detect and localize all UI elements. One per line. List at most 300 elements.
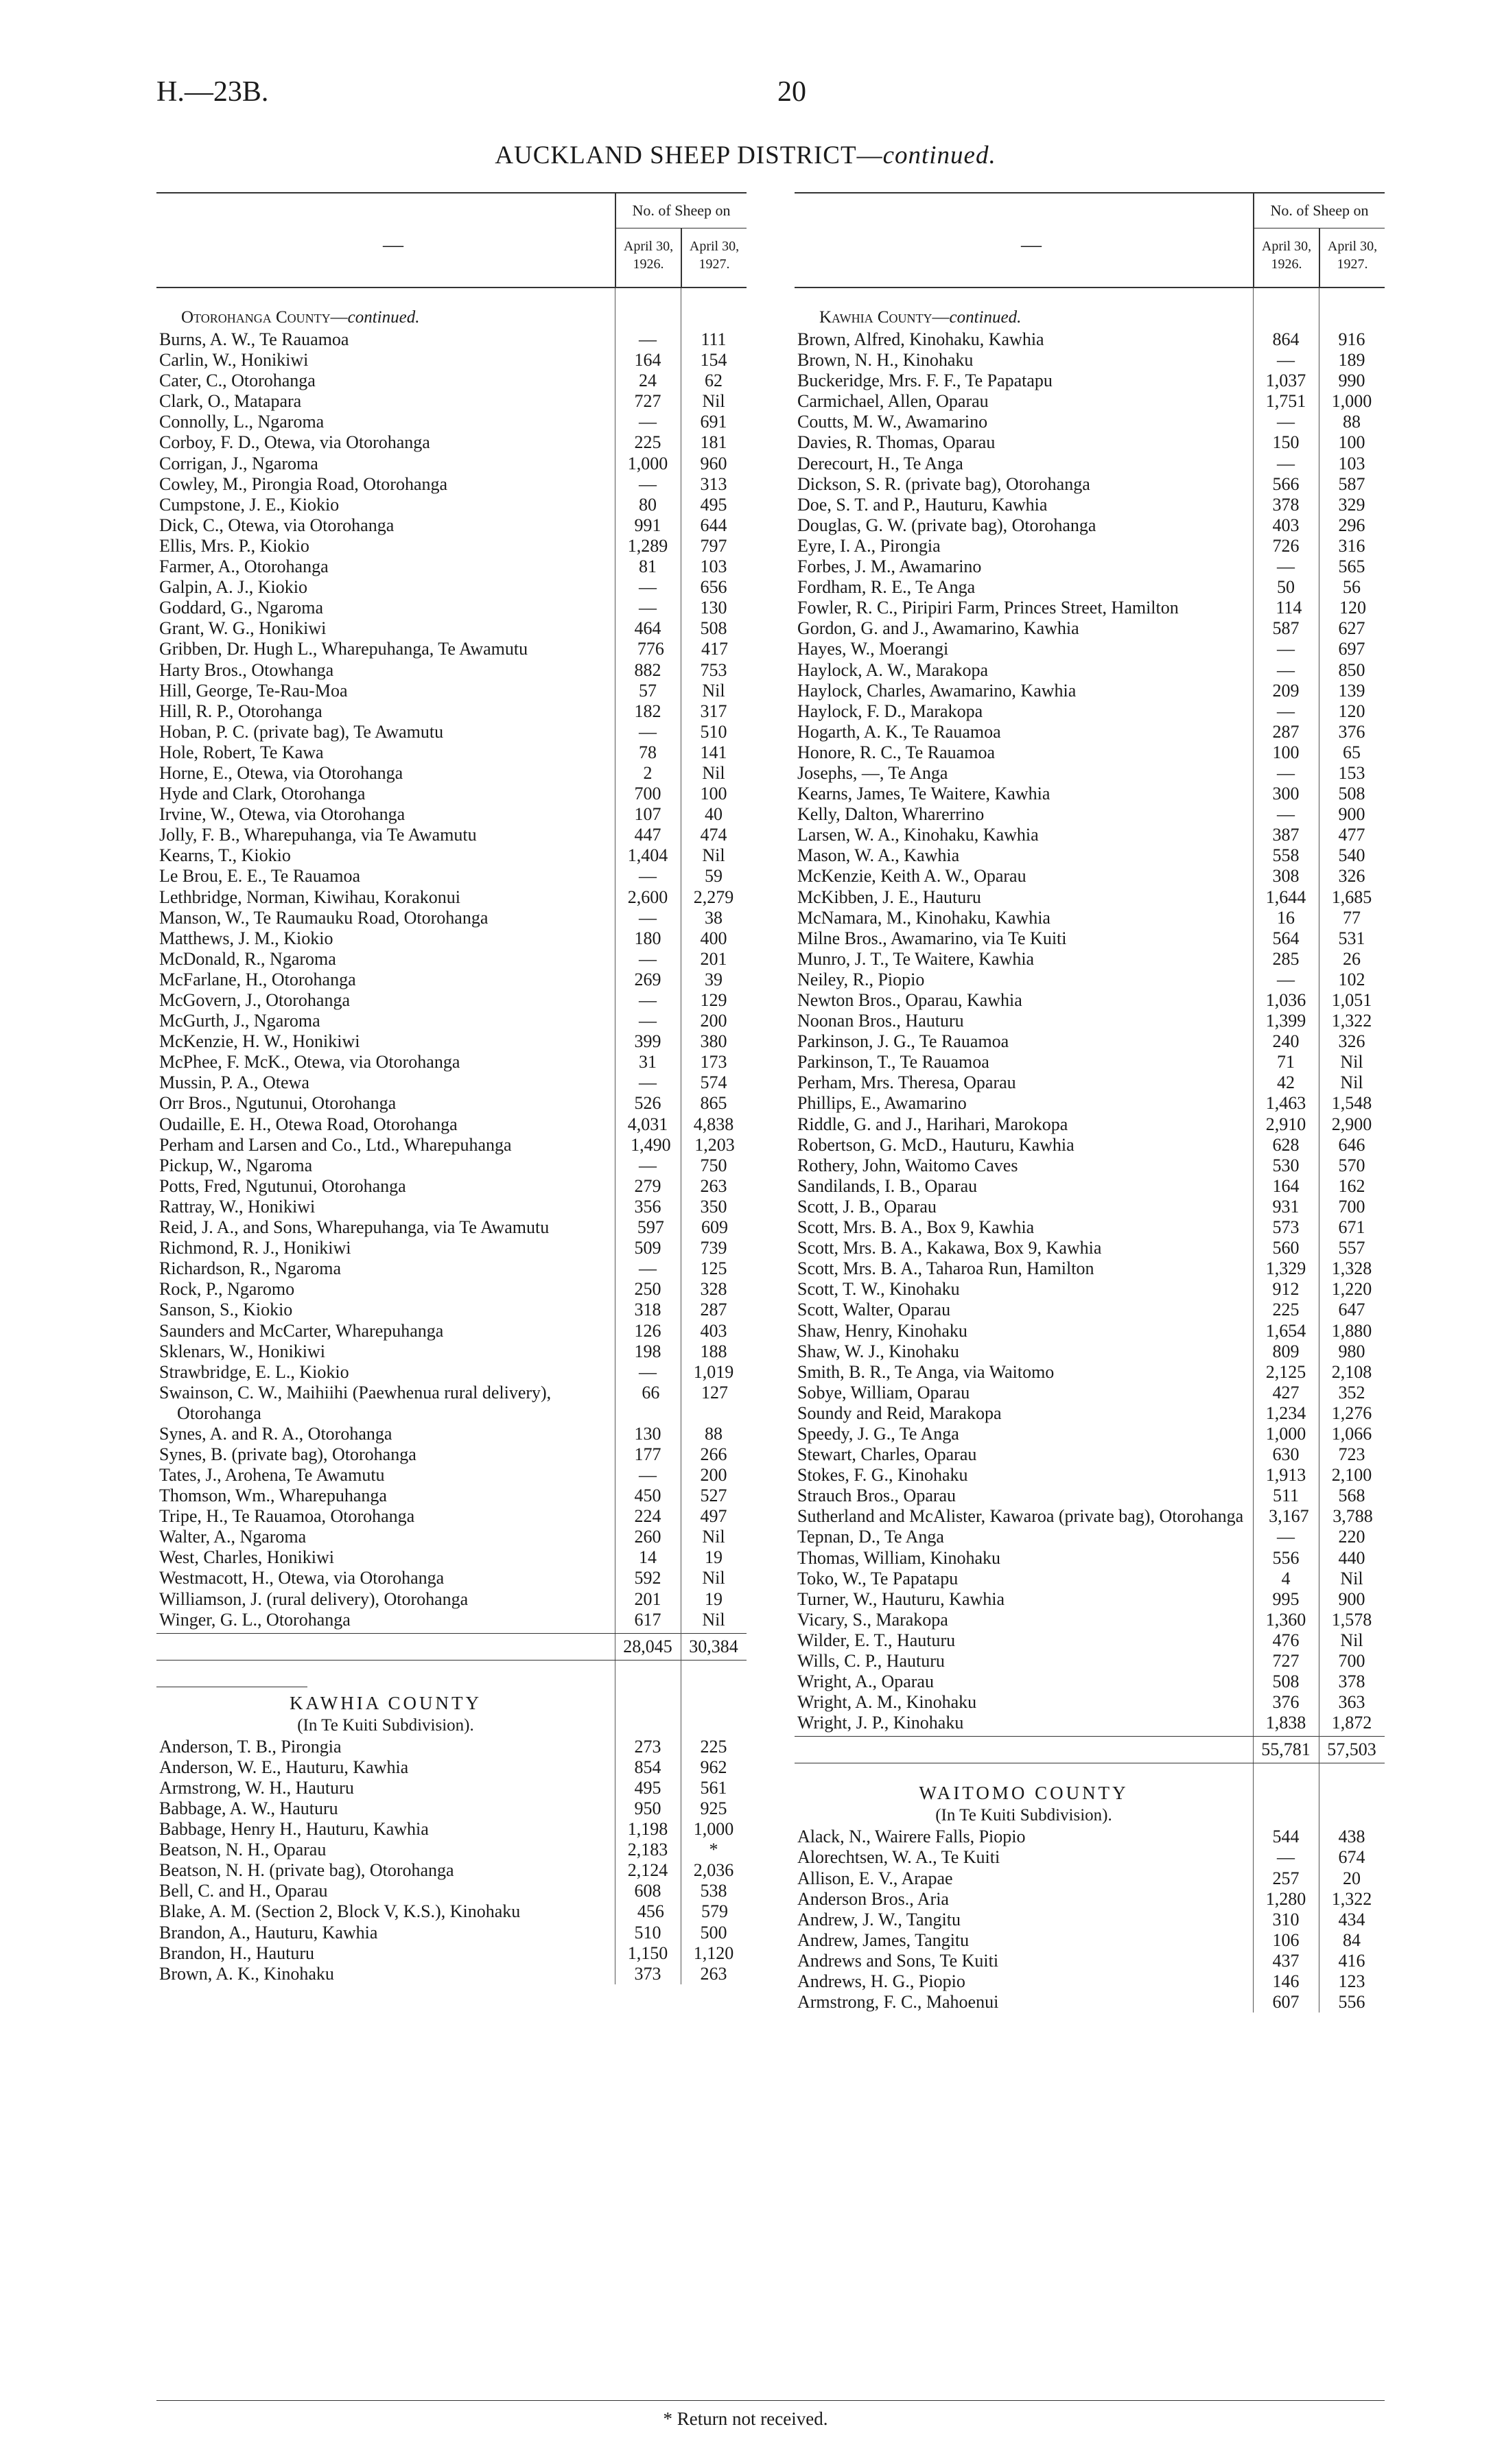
sheep-1927: 508 (1338, 784, 1365, 804)
table-row (795, 1630, 1385, 1651)
table-row (156, 1840, 747, 1860)
sheep-1927: 120 (1339, 598, 1366, 618)
sheep-1927: 1,322 (1331, 1011, 1372, 1031)
sheep-1926: 378 (1272, 494, 1300, 515)
sheep-1926: 31 (639, 1052, 657, 1072)
section-otorohanga-county: Otorohanga County—continued. (181, 308, 420, 327)
table-row (795, 681, 1385, 701)
owner-name: Corrigan, J., Ngaroma (159, 453, 318, 473)
owner-name: Beatson, N. H., Oparau (159, 1840, 327, 1860)
sheep-1926: 2,600 (627, 887, 668, 907)
owner-name: Kearns, James, Te Waitere, Kawhia (797, 784, 1050, 804)
sheep-1927: 1,220 (1331, 1279, 1372, 1300)
owner-name: McKenzie, Keith A. W., Oparau (797, 866, 1026, 887)
table-row (156, 556, 747, 577)
owner-name: Kearns, T., Kiokio (159, 845, 291, 866)
sheep-1926: 1,838 (1265, 1713, 1306, 1733)
sheep-1926: 1,000 (627, 453, 668, 473)
owner-name: Thomas, William, Kinohaku (797, 1547, 1000, 1568)
sheep-1927: 925 (700, 1798, 727, 1818)
sheep-1926: — (1277, 1527, 1295, 1547)
table-row (156, 1011, 747, 1031)
table-row (156, 1072, 747, 1093)
table-row (795, 1671, 1385, 1692)
sheep-1927: 84 (1343, 1929, 1361, 1950)
owner-name: Synes, B. (private bag), Otorohanga (159, 1444, 416, 1464)
sheep-1927: 329 (1338, 494, 1365, 515)
sheep-1927: 2,036 (693, 1860, 734, 1881)
sheep-1927: 434 (1338, 1909, 1365, 1929)
sheep-1927: 2,900 (1331, 1114, 1372, 1134)
sheep-1927: 20 (1343, 1868, 1361, 1888)
sheep-1926: — (1277, 701, 1295, 721)
sheep-1927: 88 (1343, 412, 1361, 432)
sheep-1926: — (639, 1072, 657, 1093)
sheep-1926: 558 (1272, 845, 1300, 866)
sheep-1927: 4,838 (693, 1114, 734, 1134)
table-row (156, 722, 747, 742)
owner-name: Wilder, E. T., Hauturu (797, 1630, 956, 1650)
table-row (156, 474, 747, 495)
table-row (795, 722, 1385, 742)
table-row (795, 949, 1385, 970)
owner-name: Buckeridge, Mrs. F. F., Te Papatapu (797, 371, 1053, 391)
sheep-1926: — (639, 1464, 657, 1485)
sheep-1927: 403 (700, 1320, 727, 1341)
owner-name: Shaw, W. J., Kinohaku (797, 1341, 959, 1361)
sheep-1926: — (1277, 659, 1295, 680)
sheep-1927: 189 (1338, 350, 1365, 371)
sheep-1927: 266 (700, 1444, 727, 1464)
table-row (795, 1569, 1385, 1589)
table-row (156, 391, 747, 412)
owner-name: Babbage, A. W., Hauturu (159, 1798, 338, 1818)
table-row (795, 1910, 1385, 1930)
table-row (795, 1052, 1385, 1072)
owner-name: Gordon, G. and J., Awamarino, Kawhia (797, 618, 1079, 639)
owner-name: McPhee, F. McK., Otewa, via Otorohanga (159, 1052, 460, 1072)
sheep-1927: 980 (1338, 1341, 1365, 1361)
sheep-1926: 592 (634, 1568, 661, 1588)
sheep-1926: 50 (1277, 577, 1295, 598)
sheep-1926: 1,490 (631, 1134, 671, 1155)
sheep-1926: 456 (637, 1901, 664, 1922)
sheep-1926: 566 (1272, 473, 1300, 494)
sheep-1926: 1,329 (1265, 1258, 1306, 1279)
table-row (795, 1847, 1385, 1868)
owner-name: Alorechtsen, W. A., Te Kuiti (797, 1847, 1000, 1868)
sheep-1927: * (709, 1840, 718, 1860)
table-row (156, 1568, 747, 1588)
sheep-1927: 1,000 (693, 1819, 734, 1840)
table-row (795, 598, 1385, 618)
sheep-1927: 26 (1343, 948, 1361, 969)
sheep-1927: 188 (700, 1341, 727, 1361)
sheep-1927: 200 (700, 1464, 727, 1485)
sheep-1926: 16 (1277, 907, 1295, 928)
sheep-1927: 376 (1338, 721, 1365, 742)
table-row (156, 1155, 747, 1176)
owner-name: Swainson, C. W., Maihiihi (Paewhenua rural delivery), Otorohanga (159, 1382, 552, 1423)
owner-name: Gribben, Dr. Hugh L., Wharepuhanga, Te Awamutu (159, 639, 528, 659)
sheep-1926: 776 (637, 639, 664, 659)
owner-name: Brandon, A., Hauturu, Kawhia (159, 1922, 378, 1943)
total-1926: 55,781 (1261, 1739, 1311, 1760)
table-row (156, 432, 747, 453)
owner-name: Soundy and Reid, Marakopa (797, 1403, 1002, 1423)
owner-name: Winger, G. L., Otorohanga (159, 1609, 351, 1630)
sheep-1927: 1,019 (693, 1361, 734, 1382)
sheep-1927: 1,120 (693, 1943, 734, 1963)
sheep-1926: 1,913 (1265, 1465, 1306, 1486)
sheep-1927: 540 (1338, 845, 1365, 866)
table-row (795, 1155, 1385, 1176)
owner-name: Andrew, James, Tangitu (797, 1929, 970, 1950)
sheep-1926: 240 (1272, 1031, 1300, 1052)
table-row (156, 1197, 747, 1217)
sheep-1927: 556 (1338, 1992, 1365, 2013)
owner-name: Vicary, S., Marakopa (797, 1609, 948, 1630)
sheep-1926: 130 (634, 1423, 661, 1444)
sheep-1926: 201 (634, 1588, 661, 1609)
table-row (795, 1651, 1385, 1671)
sheep-1927: 527 (700, 1486, 727, 1506)
sheep-1927: 326 (1338, 1031, 1365, 1052)
owner-name: Noonan Bros., Hauturu (797, 1011, 964, 1031)
owner-name: Brown, Alfred, Kinohaku, Kawhia (797, 329, 1044, 349)
sheep-1926: 81 (639, 556, 657, 577)
table-row (156, 1527, 747, 1547)
table-row (156, 536, 747, 556)
sheep-1926: 464 (634, 618, 661, 639)
table-row (156, 1176, 747, 1197)
table-row (156, 701, 747, 722)
sheep-1927: 508 (700, 618, 727, 639)
owner-name: Honore, R. C., Te Rauamoa (797, 742, 995, 762)
owner-name: Synes, A. and R. A., Otorohanga (159, 1423, 392, 1444)
owner-name: Andrews, H. G., Piopio (797, 1971, 965, 1992)
table-row (156, 454, 747, 474)
sheep-1927: 19 (705, 1588, 723, 1609)
sheep-1926: 912 (1272, 1279, 1300, 1300)
sheep-1927: 326 (1338, 866, 1365, 887)
table-row (795, 845, 1385, 866)
owner-name: Parkinson, J. G., Te Rauamoa (797, 1031, 1009, 1052)
table-row (156, 1258, 747, 1279)
table-row (795, 1548, 1385, 1569)
sheep-1926: 530 (1272, 1155, 1300, 1175)
owner-name: Babbage, Henry H., Hauturu, Kawhia (159, 1819, 429, 1840)
sheep-1926: — (639, 948, 657, 969)
owner-name: Corboy, F. D., Otewa, via Otorohanga (159, 432, 430, 453)
sheep-1926: 1,037 (1265, 371, 1306, 391)
owner-name: Anderson, W. E., Hauturu, Kawhia (159, 1757, 409, 1777)
owner-name: Saunders and McCarter, Wharepuhanga (159, 1320, 444, 1341)
sheep-1927: 531 (1338, 928, 1365, 948)
total-1927: 30,384 (689, 1636, 738, 1656)
header-dash: — (383, 233, 403, 256)
sheep-1926: 224 (634, 1506, 661, 1527)
sheep-1927: 1,322 (1331, 1888, 1372, 1909)
sheep-1927: Nil (1340, 1630, 1363, 1650)
owner-name: Allison, E. V., Arapae (797, 1868, 953, 1888)
header-col-1927: April 30, 1927. (1319, 228, 1385, 287)
left-table (156, 192, 747, 1984)
sheep-1926: 1,644 (1265, 887, 1306, 907)
owner-name: Fowler, R. C., Piripiri Farm, Princes Street, Hamilton (797, 598, 1179, 618)
owner-name: Scott, J. B., Oparau (797, 1196, 937, 1217)
table-row (795, 1031, 1385, 1052)
sheep-1926: 1,234 (1265, 1403, 1306, 1423)
table-row (795, 515, 1385, 536)
sheep-1926: 4 (1281, 1568, 1291, 1588)
owner-name: Armstrong, F. C., Mahoenui (797, 1992, 999, 2013)
sheep-1927: 477 (1338, 825, 1365, 845)
owner-name: Perham and Larsen and Co., Ltd., Wharepuhanga (159, 1134, 512, 1155)
header-col-1926: April 30, 1926. (615, 228, 681, 287)
owner-name: McDonald, R., Ngaroma (159, 948, 336, 969)
sheep-1927: Nil (702, 762, 725, 783)
sheep-1927: 440 (1338, 1547, 1365, 1568)
sheep-1927: 1,880 (1331, 1320, 1372, 1341)
sheep-1927: 103 (700, 556, 727, 577)
table-row (156, 618, 747, 639)
owner-name: Davies, R. Thomas, Oparau (797, 432, 996, 453)
sheep-1926: 854 (634, 1757, 661, 1777)
sheep-1926: 476 (1272, 1630, 1300, 1650)
sheep-1926: — (1277, 556, 1295, 577)
sheep-1926: 607 (1272, 1992, 1300, 2013)
sheep-1926: 57 (639, 680, 657, 701)
owner-name: Cumpstone, J. E., Kiokio (159, 494, 340, 515)
table-row (795, 1868, 1385, 1889)
sheep-1927: Nil (702, 391, 725, 412)
table-row (156, 825, 747, 845)
owner-name: Hogarth, A. K., Te Rauamoa (797, 721, 1001, 742)
sheep-1926: 80 (639, 494, 657, 515)
table-row (795, 1176, 1385, 1197)
sheep-1927: 900 (1338, 1588, 1365, 1609)
table-row (795, 1486, 1385, 1506)
owner-name: Matthews, J. M., Kiokio (159, 928, 333, 948)
table-row (795, 1465, 1385, 1486)
table-row (156, 1778, 747, 1798)
sheep-1926: 1,463 (1265, 1093, 1306, 1114)
sheep-1927: 587 (1338, 473, 1365, 494)
sheep-1927: 900 (1338, 804, 1365, 825)
sheep-1926: 573 (1272, 1217, 1300, 1238)
owner-name: Le Brou, E. E., Te Rauamoa (159, 866, 361, 887)
table-row (156, 1757, 747, 1778)
kawhia-total (795, 1736, 1385, 1763)
total-1927: 57,503 (1327, 1739, 1376, 1760)
sheep-1926: 257 (1272, 1868, 1300, 1888)
sheep-1927: 565 (1338, 556, 1365, 577)
sheep-1926: 269 (634, 969, 661, 989)
sheep-1927: 263 (700, 1963, 727, 1984)
owner-name: Sklenars, W., Honikiwi (159, 1341, 325, 1361)
table-row (156, 1362, 747, 1383)
sheep-1926: 726 (1272, 535, 1300, 556)
sheep-1927: 960 (700, 453, 727, 473)
right-table-header (795, 192, 1385, 288)
table-row (795, 1930, 1385, 1951)
table-row (156, 1217, 747, 1238)
table-row (156, 1238, 747, 1258)
sheep-1927: Nil (702, 680, 725, 701)
table-row (156, 804, 747, 825)
sheep-1926: — (639, 1361, 657, 1382)
sheep-1927: 316 (1338, 535, 1365, 556)
table-row (156, 598, 747, 618)
sheep-1927: 162 (1338, 1175, 1365, 1196)
sheep-1926: 560 (1272, 1238, 1300, 1258)
sheep-1927: 416 (1338, 1950, 1365, 1971)
table-row (795, 1197, 1385, 1217)
table-row (156, 681, 747, 701)
right-table-body (795, 288, 1385, 2013)
owner-name: Clark, O., Matapara (159, 391, 302, 412)
right-table (795, 192, 1385, 2013)
owner-name: Rock, P., Ngaromo (159, 1279, 295, 1300)
owner-name: Scott, Mrs. B. A., Taharoa Run, Hamilton (797, 1258, 1094, 1279)
sheep-1926: 727 (634, 391, 661, 412)
sheep-1927: 225 (700, 1736, 727, 1757)
owner-name: Mussin, P. A., Otewa (159, 1072, 309, 1093)
kawhia-rows (795, 329, 1385, 1733)
table-row (795, 495, 1385, 515)
sheep-1927: 1,276 (1331, 1403, 1372, 1423)
table-row (795, 639, 1385, 659)
table-row (156, 1819, 747, 1840)
sheep-1926: 177 (634, 1444, 661, 1464)
sheep-1926: 437 (1272, 1950, 1300, 1971)
table-row (795, 742, 1385, 763)
sheep-1926: 2,125 (1265, 1361, 1306, 1382)
owner-name: Brandon, H., Hauturu (159, 1943, 315, 1963)
sheep-1927: 287 (700, 1300, 727, 1320)
sheep-1927: 1,066 (1331, 1423, 1372, 1444)
sheep-1927: 129 (700, 990, 727, 1010)
owner-name: Perham, Mrs. Theresa, Oparau (797, 1072, 1016, 1093)
table-row (156, 763, 747, 784)
owner-name: Wills, C. P., Hauturu (797, 1651, 945, 1671)
owner-name: Parkinson, T., Te Rauamoa (797, 1052, 989, 1072)
owner-name: Reid, J. A., and Sons, Wharepuhanga, via Te Awamutu (159, 1217, 550, 1238)
sheep-1926: 1,036 (1265, 990, 1306, 1010)
sheep-1926: 180 (634, 928, 661, 948)
sheep-1926: 24 (639, 371, 657, 391)
sheep-1926: 225 (1272, 1300, 1300, 1320)
table-row (156, 329, 747, 350)
owner-name: Haylock, A. W., Marakopa (797, 659, 989, 680)
owner-name: McGurth, J., Ngaroma (159, 1011, 320, 1031)
sheep-1926: 1,360 (1265, 1609, 1306, 1630)
sheep-1927: 39 (705, 969, 723, 989)
page-header (156, 69, 1450, 124)
sheep-1927: 568 (1338, 1486, 1365, 1506)
sheep-1926: — (639, 473, 657, 494)
sheep-1926: 373 (634, 1963, 661, 1984)
table-row (156, 1506, 747, 1527)
owner-name: Jolly, F. B., Wharepuhanga, via Te Awamutu (159, 825, 477, 845)
page-title (0, 141, 1491, 170)
sheep-1926: 1,654 (1265, 1320, 1306, 1341)
sheep-1927: 77 (1343, 907, 1361, 928)
sheep-1926: — (639, 412, 657, 432)
sheep-1926: 42 (1277, 1072, 1295, 1093)
owner-name: Douglas, G. W. (private bag), Otorohanga (797, 515, 1096, 535)
table-row (795, 1424, 1385, 1444)
sheep-1927: 65 (1343, 742, 1361, 762)
owner-name: Tates, J., Arohena, Te Awamutu (159, 1464, 385, 1485)
table-row (795, 536, 1385, 556)
sheep-1926: 107 (634, 804, 661, 825)
sheep-1926: 526 (634, 1093, 661, 1114)
sheep-1927: 723 (1338, 1444, 1365, 1465)
owner-name: Wright, J. P., Kinohaku (797, 1713, 964, 1733)
sheep-1927: 700 (1338, 1651, 1365, 1671)
sheep-1926: 66 (642, 1382, 660, 1403)
sheep-1926: 387 (1272, 825, 1300, 845)
table-row (795, 1971, 1385, 1992)
table-row (156, 1610, 747, 1630)
table-row (795, 866, 1385, 887)
sheep-1926: — (639, 866, 657, 887)
owner-name: Williamson, J. (rural delivery), Otorohanga (159, 1588, 469, 1609)
owner-name: Walter, A., Ngaroma (159, 1527, 307, 1547)
table-row (156, 1798, 747, 1819)
owner-name: Oudaille, E. H., Otewa Road, Otorohanga (159, 1114, 458, 1134)
sheep-1926: 100 (1272, 742, 1300, 762)
owner-name: Cowley, M., Pirongia Road, Otorohanga (159, 473, 448, 494)
table-row (156, 990, 747, 1011)
owner-name: McKenzie, H. W., Honikiwi (159, 1031, 360, 1052)
sheep-1927: 153 (1338, 762, 1365, 783)
table-row (795, 908, 1385, 928)
sheep-1927: 400 (700, 928, 727, 948)
owner-name: Munro, J. T., Te Waitere, Kawhia (797, 948, 1035, 969)
table-row (795, 1610, 1385, 1630)
table-row (795, 1383, 1385, 1403)
table-row (795, 350, 1385, 371)
sheep-1926: 1,198 (627, 1819, 668, 1840)
table-row (795, 928, 1385, 949)
owner-name: Wright, A., Oparau (797, 1671, 934, 1692)
left-table-body (156, 288, 747, 1984)
sheep-1927: Nil (702, 845, 725, 866)
sheep-1927: 674 (1338, 1847, 1365, 1868)
waitomo-rows (795, 1827, 1385, 2013)
sheep-1927: 644 (700, 515, 727, 535)
sheep-1926: 279 (634, 1175, 661, 1196)
page-title-continued: continued. (882, 141, 996, 169)
table-row (156, 577, 747, 598)
table-row (795, 1889, 1385, 1910)
table-row (156, 1300, 747, 1320)
table-row (795, 1362, 1385, 1383)
owner-name: Grant, W. G., Honikiwi (159, 618, 327, 639)
table-row (156, 1943, 747, 1964)
sheep-1926: 356 (634, 1196, 661, 1217)
sheep-1926: 164 (1272, 1175, 1300, 1196)
sheep-1927: 103 (1338, 453, 1365, 473)
sheep-1927: 627 (1338, 618, 1365, 639)
sheep-1927: 88 (705, 1423, 723, 1444)
total-1926: 28,045 (623, 1636, 672, 1656)
owner-name: Richardson, R., Ngaroma (159, 1258, 342, 1279)
owner-name: Robertson, G. McD., Hauturu, Kawhia (797, 1134, 1075, 1155)
